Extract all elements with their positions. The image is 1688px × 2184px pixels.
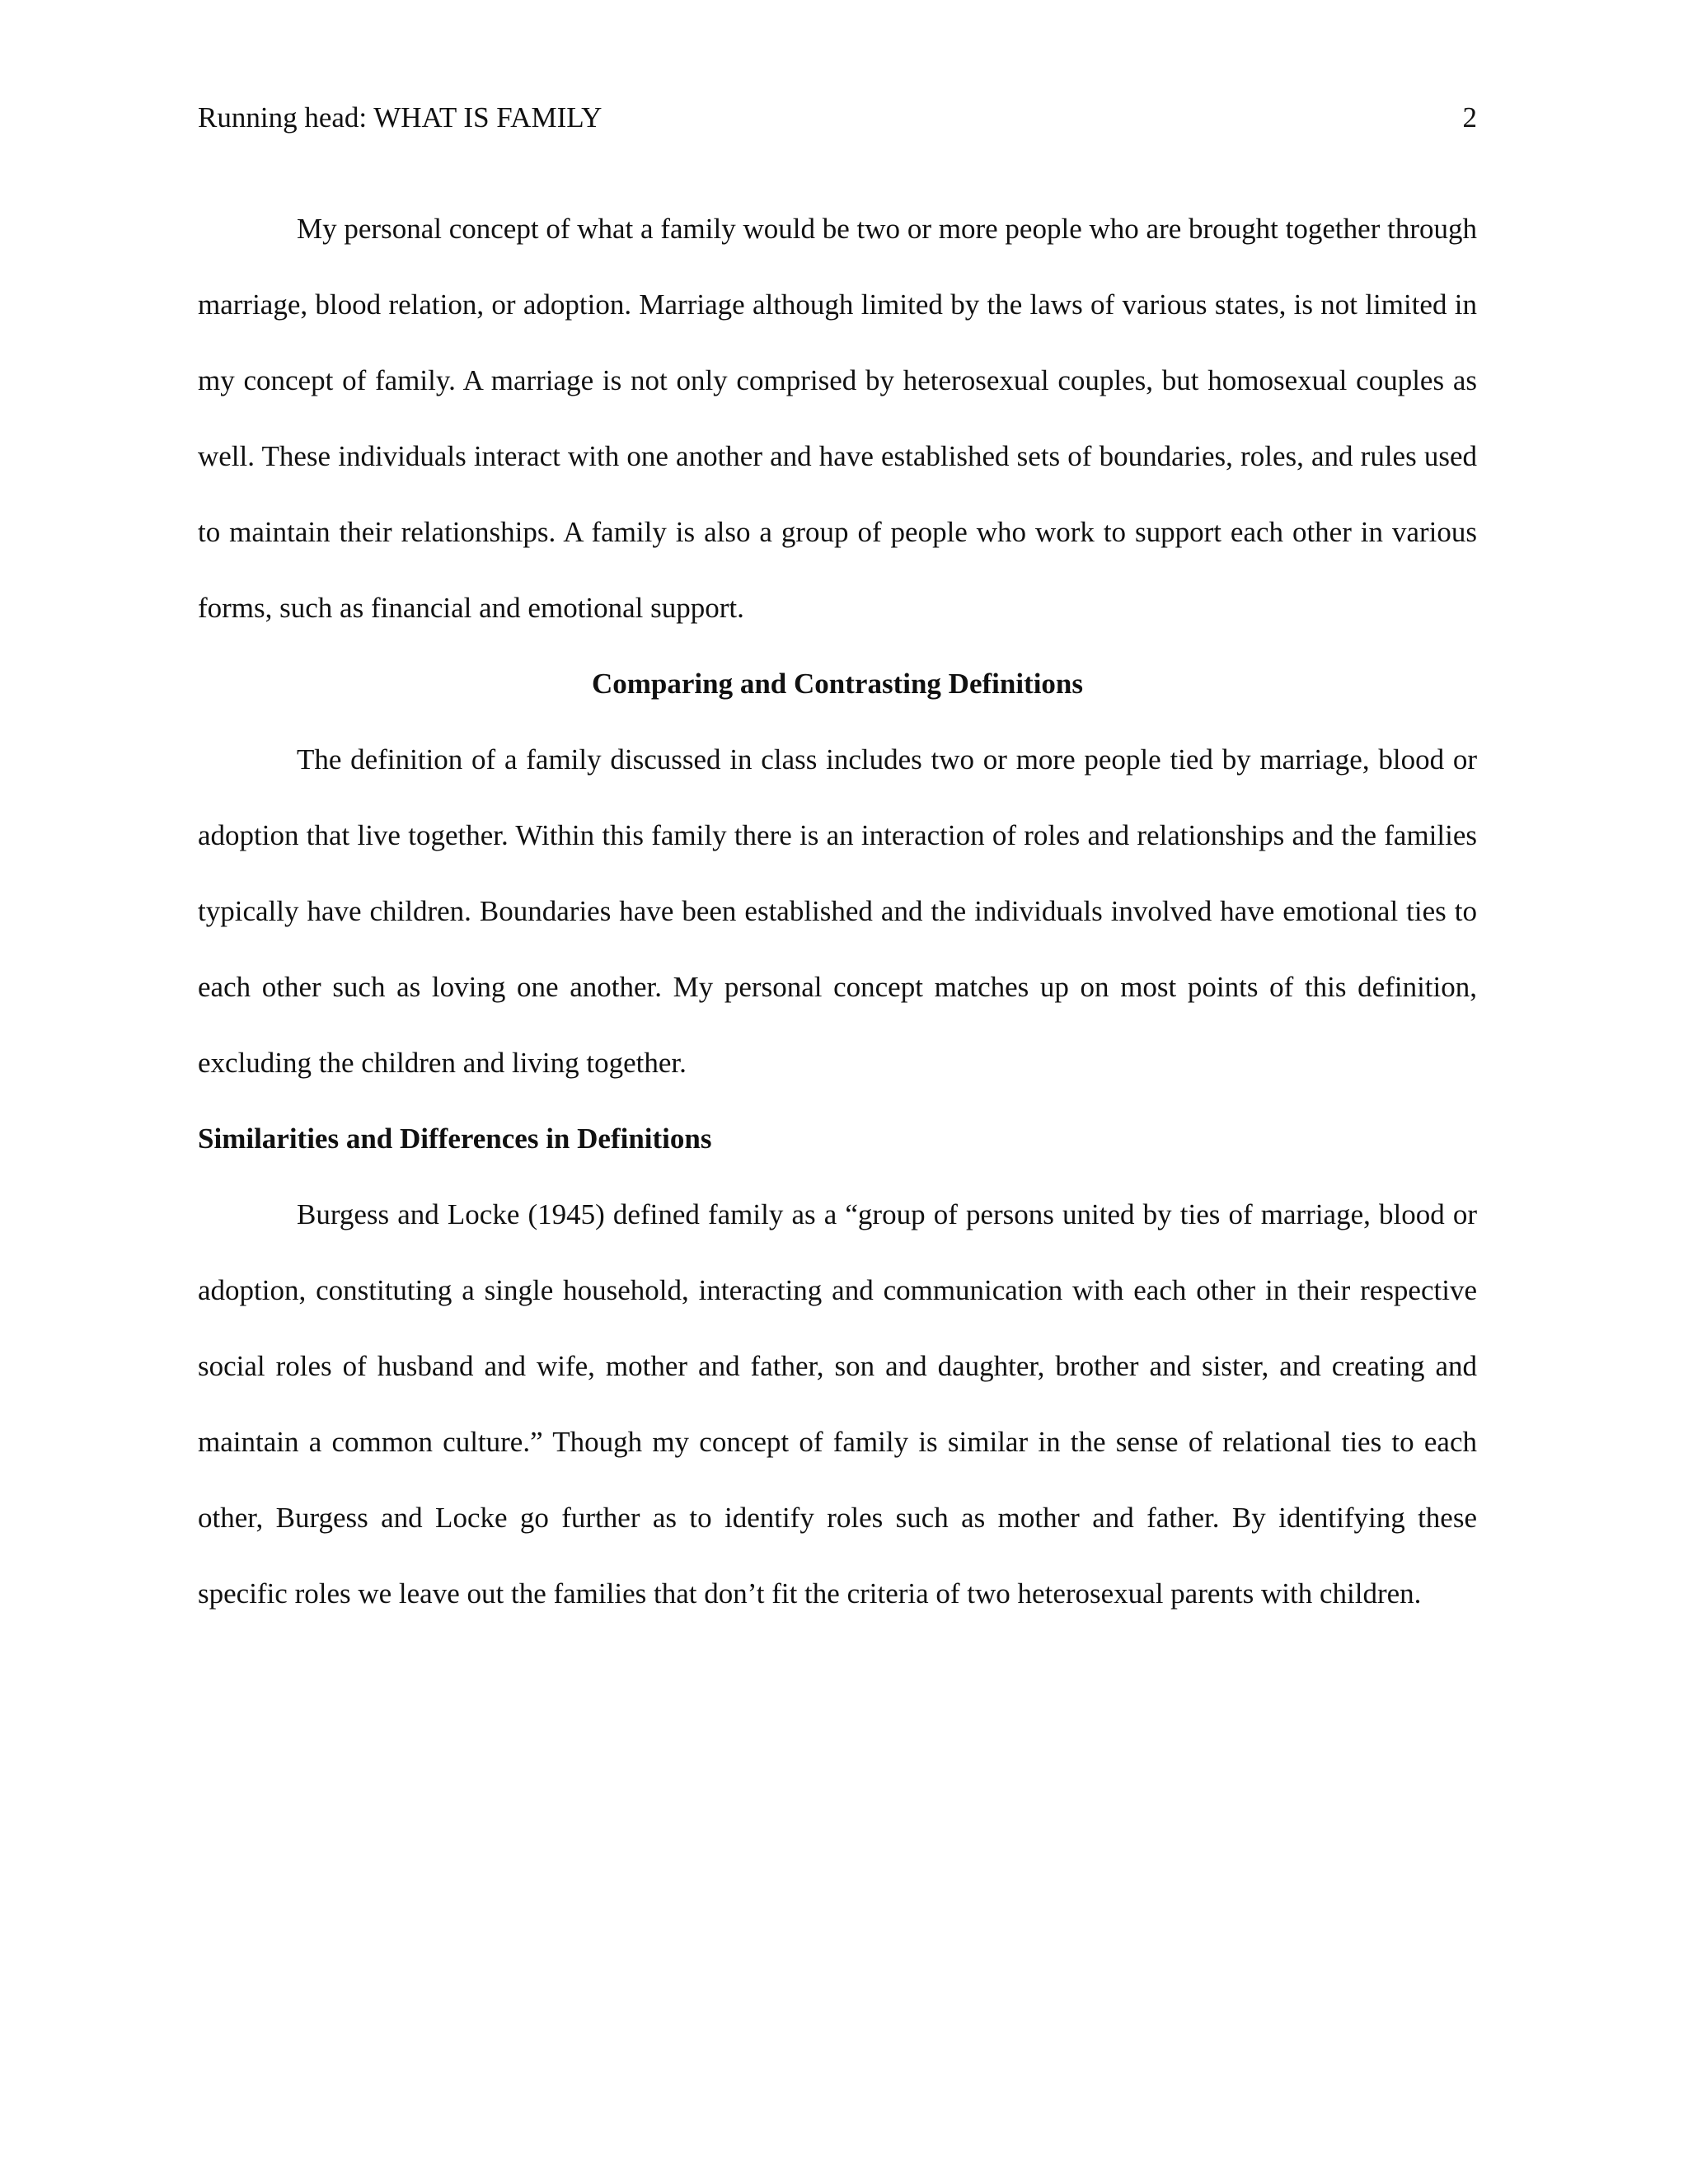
- running-head: Running head: WHAT IS FAMILY: [198, 101, 603, 134]
- paragraph-burgess-locke: Burgess and Locke (1945) defined family as a “group of persons united by ties of marriage, blood or adoption, constituting a single household, interacting and communication with each other in their respective social roles of husband and wife, mother and father, son and daughter, brother and sister, and creating and maintain a common culture.” Though my concept of family is similar in the sense of relational ties to each other, Burgess and Locke go further as to identify roles such as mother and father. By identifying these specific roles we leave out the families that don’t fit the criteria of two heterosexual parents with children.: [198, 1198, 1477, 1610]
- page-number: 2: [1462, 101, 1477, 134]
- document-body: [198, 191, 1477, 1632]
- section-heading-comparing: Comparing and Contrasting Definitions: [591, 668, 1084, 700]
- page-header: [198, 97, 1477, 138]
- section-heading-similarities: Similarities and Differences in Definitions: [198, 1122, 712, 1155]
- paragraph-personal-concept: My personal concept of what a family would be two or more people who are brought together through marriage, blood relation, or adoption. Marriage although limited by the laws of various states, is not limited in my concept of family. A marriage is not only comprised by heterosexual couples, but homosexual couples as well. These individuals interact with one another and have established sets of boundaries, roles, and rules used to maintain their relationships. A family is also a group of people who work to support each other in various forms, such as financial and emotional support.: [198, 213, 1477, 624]
- paragraph-class-definition: The definition of a family discussed in class includes two or more people tied by marriage, blood or adoption that live together. Within this family there is an interaction of roles and relationships and the families typically have children. Boundaries have been established and the individuals involved have emotional ties to each other such as loving one another. My personal concept matches up on most points of this definition, excluding the children and living together.: [198, 743, 1477, 1079]
